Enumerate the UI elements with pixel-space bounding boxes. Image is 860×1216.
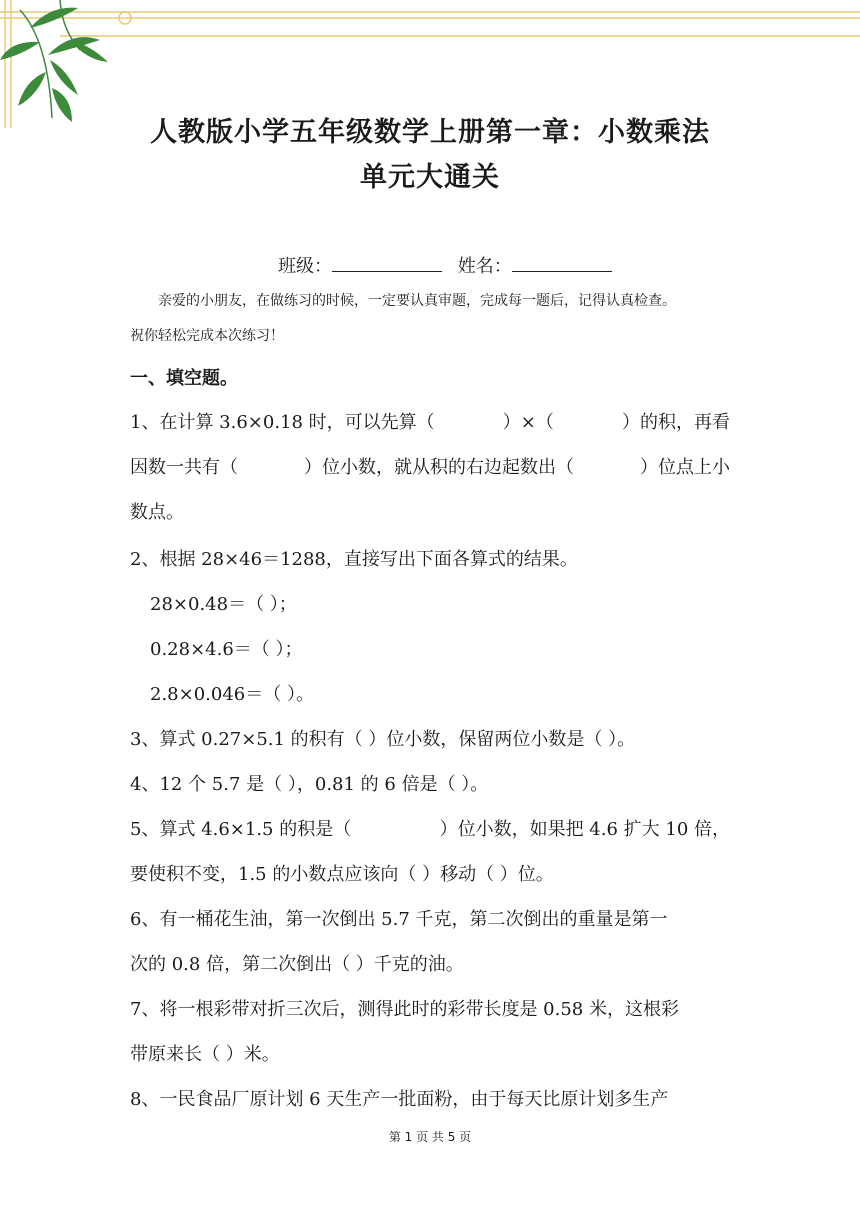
class-label: 班级：: [278, 256, 332, 277]
question-1-line2: [130, 453, 730, 479]
question-2-item-b: 0.28×4.6＝（ ）；: [150, 639, 303, 660]
q1-text-a: 1、在计算 3.6×0.18 时，可以先算（: [130, 412, 435, 433]
q1-text-f: ）位点上小: [640, 457, 730, 478]
document-title-line2: 单元大通关: [360, 162, 500, 193]
class-blank[interactable]: [332, 255, 442, 272]
name-blank[interactable]: [512, 255, 612, 272]
intro-line1: 亲爱的小朋友，在做练习的时候，一定要认真审题，完成每一题后，记得认真检查。: [158, 293, 676, 309]
page-footer: 第 1 页 共 5 页: [388, 1130, 472, 1144]
q1-text-c: ）的积，再看: [622, 412, 730, 433]
q1-text-b: ）×（: [502, 412, 554, 433]
question-2-stem: 2、根据 28×46＝1288，直接写出下面各算式的结果。: [130, 549, 578, 570]
question-2-item-a: 28×0.48＝（ ）；: [150, 594, 297, 615]
q5-text-a: 5、算式 4.6×1.5 的积是（: [130, 819, 352, 840]
section-heading-fill-blank: 一、填空题。: [130, 368, 238, 389]
question-5-line1: [130, 815, 730, 841]
name-label: 姓名：: [457, 256, 512, 277]
question-4: 4、12 个 5.7 是（ ），0.81 的 6 倍是（ ）。: [130, 774, 489, 795]
question-1-line3: 数点。: [130, 502, 184, 523]
question-1-line1: [130, 408, 730, 434]
student-info-row: [278, 252, 612, 278]
question-7-line1: 7、将一根彩带对折三次后，测得此时的彩带长度是 0.58 米，这根彩: [130, 999, 679, 1020]
document-title-line1: 人教版小学五年级数学上册第一章：小数乘法: [150, 117, 710, 148]
question-2-item-c: 2.8×0.046＝（ ）。: [150, 684, 314, 705]
question-6-line2: 次的 0.8 倍，第二次倒出（ ）千克的油。: [130, 954, 464, 975]
q1-text-e: ）位小数，就从积的右边起数出（: [304, 457, 574, 478]
question-7-line2: 带原来长（ ）米。: [130, 1044, 280, 1065]
question-3: 3、算式 0.27×5.1 的积有（ ）位小数，保留两位小数是（ ）。: [130, 729, 636, 750]
question-8-line1: 8、一民食品厂原计划 6 天生产一批面粉，由于每天比原计划多生产: [130, 1089, 669, 1110]
q1-text-d: 因数一共有（: [130, 457, 238, 478]
question-5-line2: 要使积不变，1.5 的小数点应该向（ ）移动（ ）位。: [130, 864, 554, 885]
question-6-line1: 6、有一桶花生油，第一次倒出 5.7 千克，第二次倒出的重量是第一: [130, 909, 668, 930]
q5-text-b: ）位小数，如果把 4.6 扩大 10 倍，: [439, 819, 730, 840]
intro-line2: 祝你轻松完成本次练习！: [130, 328, 284, 344]
